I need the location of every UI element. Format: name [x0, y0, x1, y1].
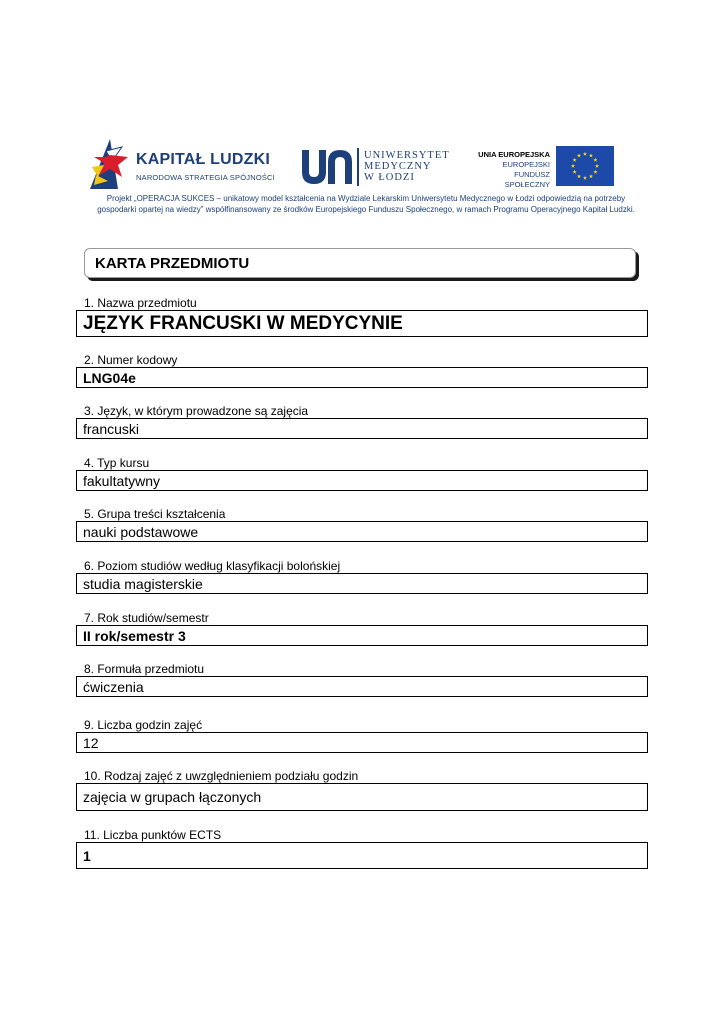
field-value: ćwiczenia: [76, 676, 648, 697]
eu-logo: [470, 146, 618, 188]
field-content-group: [76, 507, 648, 542]
field-value: JĘZYK FRANCUSKI W MEDYCYNIE: [76, 310, 648, 337]
kapital-ludzki-title: KAPITAŁ LUDZKI: [136, 151, 271, 168]
field-hours: [76, 718, 648, 753]
um-lodz-logo: [300, 146, 450, 188]
field-value: LNG04e: [76, 367, 648, 388]
field-label: 8. Formuła przedmiotu: [84, 662, 205, 676]
field-label: 4. Typ kursu: [84, 456, 150, 470]
eu-line-3: FUNDUSZ SPOŁECZNY: [504, 170, 550, 189]
field-study-level: [76, 559, 648, 594]
field-label: 9. Liczba godzin zajęć: [84, 718, 203, 732]
field-label: 1. Nazwa przedmiotu: [84, 296, 197, 310]
field-value: 12: [76, 732, 648, 753]
eu-logo-text: [470, 150, 550, 190]
field-course-name: [76, 296, 648, 337]
field-label: 5. Grupa treści kształcenia: [84, 507, 226, 521]
field-label: 7. Rok studiów/semestr: [84, 611, 209, 625]
field-value: nauki podstawowe: [76, 521, 648, 542]
field-course-form: [76, 662, 648, 697]
field-value: fakultatywny: [76, 470, 648, 491]
um-logo-icon: [300, 146, 354, 186]
project-description: Projekt „OPERACJA SUKCES – unikatowy model kształcenia na Wydziale Lekarskim Uniwersytetu Medycznego w Łodzi odpowiedzią na potrzeby gospodarki opartej na wiedzy” współfinansowany ze środków Europejskiego Funduszu Społecznego, w ramach Programu Operacyjnego Kapitał Ludzki.: [97, 194, 635, 214]
card-title: KARTA PRZEDMIOTU: [95, 255, 250, 272]
field-value: francuski: [76, 418, 648, 439]
field-class-type: [76, 769, 648, 811]
field-ects: [76, 828, 648, 869]
field-label: 6. Poziom studiów według klasyfikacji bolońskiej: [84, 559, 341, 573]
field-value: 1: [76, 842, 648, 869]
eu-flag-icon: [556, 146, 614, 186]
um-logo-text: [364, 150, 450, 183]
kapital-ludzki-logo: [88, 137, 275, 193]
eu-line-1: UNIA EUROPEJSKA: [478, 150, 550, 159]
field-language: [76, 404, 648, 439]
kapital-ludzki-subtitle: NARODOWA STRATEGIA SPÓJNOŚCI: [136, 173, 275, 182]
field-code: [76, 353, 648, 388]
card-title-box: [84, 248, 636, 278]
field-label: 11. Liczba punktów ECTS: [84, 828, 222, 842]
field-label: 10. Rodzaj zajęć z uwzględnieniem podziału godzin: [84, 769, 359, 783]
field-value: zajęcia w grupach łączonych: [76, 783, 648, 811]
field-course-type: [76, 456, 648, 491]
field-value: II rok/semestr 3: [76, 625, 648, 646]
eu-line-2: EUROPEJSKI: [502, 160, 550, 169]
field-label: 3. Język, w którym prowadzone są zajęcia: [84, 404, 309, 418]
field-value: studia magisterskie: [76, 573, 648, 594]
um-line-3: W ŁODZI: [364, 172, 415, 183]
kapital-ludzki-emblem-icon: [88, 137, 134, 193]
field-label: 2. Numer kodowy: [84, 353, 178, 367]
um-logo-divider: [357, 148, 359, 186]
um-line-1: UNIWERSYTET: [364, 150, 450, 161]
field-year-semester: [76, 611, 648, 646]
um-line-2: MEDYCZNY: [364, 161, 432, 172]
